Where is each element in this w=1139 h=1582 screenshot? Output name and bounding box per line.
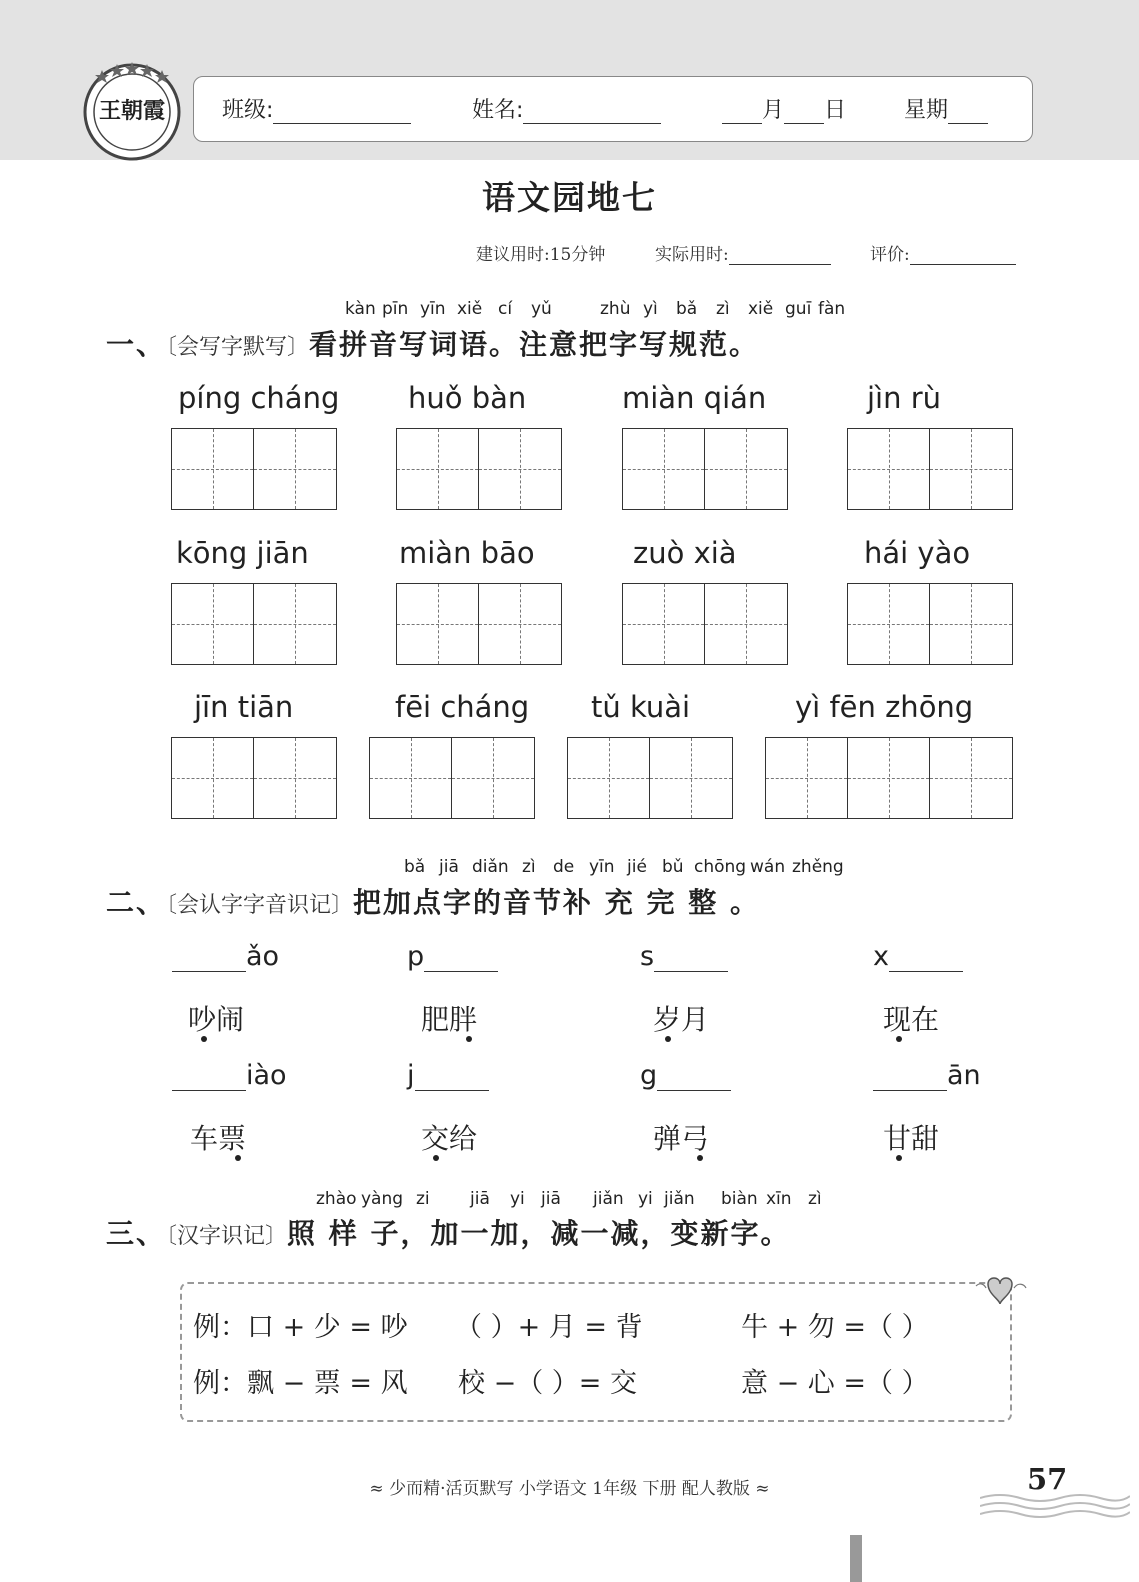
svg-text:王朝霞: 王朝霞: [98, 98, 166, 124]
subtract-question-1[interactable]: 校 −（ ）= 交: [458, 1368, 637, 1399]
pinyin-label: zuò xià: [633, 536, 737, 570]
emphasis-dot: [665, 1036, 671, 1042]
evaluation-label: 评价:: [870, 245, 910, 265]
class-blank[interactable]: [273, 99, 411, 124]
emphasis-dot: [466, 1036, 472, 1042]
example-subtract: 例：飘 − 票 = 风: [193, 1368, 408, 1399]
pinyin-label: huǒ bàn: [408, 381, 527, 415]
q3-heading: [106, 1212, 791, 1252]
syllable-blank[interactable]: s: [640, 941, 728, 972]
class-field[interactable]: [222, 93, 411, 124]
syllable-blank[interactable]: p: [407, 941, 498, 972]
pinyin-label: miàn qián: [622, 381, 767, 415]
add-question-2[interactable]: 牛 + 勿 =（ ）: [741, 1312, 929, 1343]
writing-grid[interactable]: [369, 737, 535, 819]
q3-category: 〔汉字识记〕: [166, 1224, 288, 1249]
syllable-blank[interactable]: iào: [172, 1060, 287, 1091]
syllable-blank[interactable]: ān: [873, 1060, 981, 1091]
emphasis-dot: [896, 1155, 902, 1161]
syllable-blank[interactable]: j: [407, 1060, 489, 1091]
writing-grid[interactable]: [847, 583, 1013, 665]
q1-number: 一、: [106, 328, 167, 361]
q1-heading: [106, 323, 759, 363]
pinyin-label: miàn bāo: [399, 536, 535, 570]
emphasis-dot: [433, 1155, 439, 1161]
weekday-field[interactable]: [904, 93, 988, 124]
page-edge-marker: [850, 1535, 862, 1582]
pinyin-label: yì fēn zhōng: [795, 690, 974, 724]
pinyin-label: hái yào: [864, 536, 971, 570]
writing-grid[interactable]: [171, 428, 337, 510]
pinyin-label: jīn tiān: [194, 690, 294, 724]
syllable-blank[interactable]: x: [873, 941, 963, 972]
example-add: 例：口 + 少 = 吵: [193, 1312, 408, 1343]
dotted-word: 弹弓: [653, 1122, 710, 1155]
actual-time-blank[interactable]: [729, 246, 831, 265]
syllable-blank[interactable]: g: [640, 1060, 731, 1091]
writing-grid[interactable]: [622, 428, 788, 510]
q3-number: 三、: [106, 1217, 167, 1250]
q2-instruction: 把加点字的音节补 充 完 整 。: [353, 886, 761, 919]
q3-instruction: 照 样 子，加一加，减一减，变新字。: [287, 1217, 791, 1250]
q2-number: 二、: [106, 886, 167, 919]
writing-grid[interactable]: [622, 583, 788, 665]
page-title: 语文园地七: [482, 178, 657, 217]
q1-category: 〔会写字默写〕: [166, 335, 310, 360]
writing-grid[interactable]: [847, 428, 1013, 510]
syllable-blank[interactable]: ǎo: [172, 941, 279, 972]
date-field[interactable]: [722, 93, 846, 124]
q2-category: 〔会认字字音识记〕: [166, 893, 354, 918]
q2-heading: [106, 881, 760, 921]
writing-grid[interactable]: [567, 737, 733, 819]
suggested-time: 建议用时:15分钟: [476, 245, 606, 265]
writing-grid[interactable]: [171, 583, 337, 665]
pinyin-label: kōng jiān: [176, 536, 309, 570]
month-label: 月: [762, 98, 785, 123]
q1-instruction: 看拼音写词语。注意把字写规范。: [309, 328, 760, 361]
pinyin-label: jìn rù: [867, 381, 942, 415]
name-field[interactable]: [472, 93, 661, 124]
writing-grid[interactable]: [171, 737, 337, 819]
pinyin-label: fēi cháng: [395, 690, 530, 724]
class-label: 班级:: [222, 98, 274, 123]
emphasis-dot: [235, 1155, 241, 1161]
dotted-word: 交给: [421, 1122, 478, 1155]
evaluation-blank[interactable]: [910, 246, 1016, 265]
heart-icon: [968, 1272, 1028, 1312]
writing-grid[interactable]: [396, 583, 562, 665]
dotted-word: 岁月: [653, 1003, 710, 1036]
dotted-word: 甘甜: [883, 1122, 940, 1155]
emphasis-dot: [201, 1036, 207, 1042]
actual-time-label: 实际用时:: [655, 245, 729, 265]
pinyin-label: píng cháng: [178, 381, 340, 415]
writing-grid[interactable]: [396, 428, 562, 510]
emphasis-dot: [697, 1155, 703, 1161]
day-blank[interactable]: [784, 99, 824, 124]
writing-grid-3[interactable]: [765, 737, 1013, 819]
pinyin-label: tǔ kuài: [591, 690, 691, 724]
name-label: 姓名:: [472, 98, 524, 123]
emphasis-dot: [896, 1036, 902, 1042]
name-blank[interactable]: [523, 99, 661, 124]
week-label: 星期: [904, 98, 949, 123]
month-blank[interactable]: [722, 99, 762, 124]
dotted-word: 现在: [883, 1003, 940, 1036]
page-number: 57: [1027, 1462, 1068, 1496]
brand-logo: [82, 62, 182, 162]
week-blank[interactable]: [948, 99, 988, 124]
wave-decoration: [980, 1490, 1130, 1526]
dotted-word: 肥胖: [421, 1003, 478, 1036]
add-question-1[interactable]: （ ）+ 月 = 背: [455, 1312, 643, 1343]
footer-caption: ≈ 少而精·活页默写 小学语文 1年级 下册 配人教版 ≈: [369, 1479, 770, 1499]
dotted-word: 吵闹: [188, 1003, 245, 1036]
subtract-question-2[interactable]: 意 − 心 =（ ）: [741, 1368, 929, 1399]
actual-time[interactable]: [655, 240, 831, 265]
example-box: [180, 1282, 1012, 1422]
evaluation[interactable]: [870, 240, 1016, 265]
dotted-word: 车票: [190, 1122, 247, 1155]
day-label: 日: [824, 98, 847, 123]
